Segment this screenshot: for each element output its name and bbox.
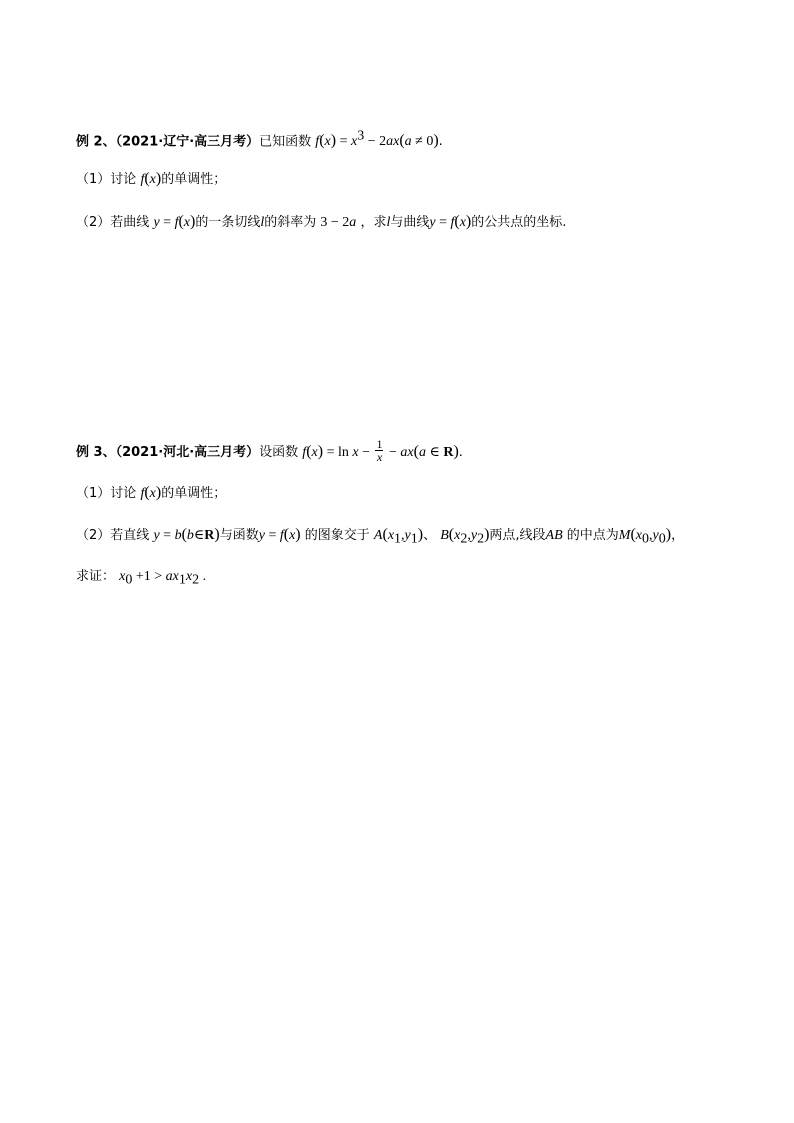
example2-q1: （1）讨论 f(x)的单调性； (76, 170, 227, 187)
example3-statement (76, 437, 463, 465)
example2-q1-num: （1） (76, 172, 111, 187)
example3-q2-num: （2） (76, 528, 111, 543)
example2-q2-e: 与曲线 (390, 215, 430, 230)
example2-formula: $f(x) = x^3 - 2ax(a \ne 0)$. (315, 129, 443, 150)
example3-q3-a: 求证： (76, 569, 116, 584)
example2-label: 例 2、 (76, 134, 116, 150)
example2-statement (76, 128, 443, 151)
example3-q1-text: 讨论 (110, 486, 137, 501)
example2-intro: 已知函数 (259, 134, 312, 150)
example2-q1-text: 讨论 (110, 172, 137, 187)
example3-q2-d: 、 (423, 528, 437, 543)
example3-q1-tail: 的单调性； (161, 486, 227, 501)
example3-proof-line: 求证： $x_0 +1 > ax_1x_2$ . (76, 569, 207, 588)
example3-q2-f: 的中点为 (566, 528, 619, 543)
example3-label: 例 3、 (76, 445, 116, 460)
example3-q1: （1）讨论 f(x)的单调性； (76, 484, 227, 501)
example2-q2-num: （2） (76, 215, 111, 230)
example3-q2-c: 的图象交于 (304, 528, 370, 543)
example2-q2-b: 的一条切线 (195, 215, 261, 230)
example3-q2-a: 若直线 (110, 528, 150, 543)
example3-q2: （2）若直线 y = b(b∈R)与函数y = f(x) 的图象交于 $A(x_1,y_1)$、 $B(x_2,y_2)$两点,线段AB 的中点为$M(x_0,y_0)$， (76, 526, 685, 547)
example2-q2-f: 的公共点的坐标. (471, 215, 567, 230)
example2-q2: （2）若曲线 y = f(x)的一条切线l的斜率为 3 − 2a ，求l与曲线y = f(x)的公共点的坐标. (76, 213, 567, 230)
example2-q2-a: 若曲线 (110, 215, 150, 230)
example3-q2-g: ， (671, 528, 685, 543)
fraction-one-over-x: $\frac{1}{x}$ (376, 437, 383, 464)
example3-formula: f(x) = ln x − $\frac{1}{x}$ − ax(a ∈ R). (302, 437, 463, 464)
example3-source: （2021·河北·高三月考） (115, 445, 260, 460)
example3-q2-e: 两点,线段 (489, 528, 546, 543)
example2-q2-c: 的斜率为 (264, 215, 317, 230)
example2-q2-d: ，求 (360, 215, 387, 230)
example3-q2-b: 与函数 (219, 528, 259, 543)
example3-intro: 设函数 (259, 445, 299, 460)
example2-source: （2021·辽宁·高三月考） (115, 134, 260, 150)
example3-q1-num: （1） (76, 486, 111, 501)
example2-q1-tail: 的单调性； (161, 172, 227, 187)
